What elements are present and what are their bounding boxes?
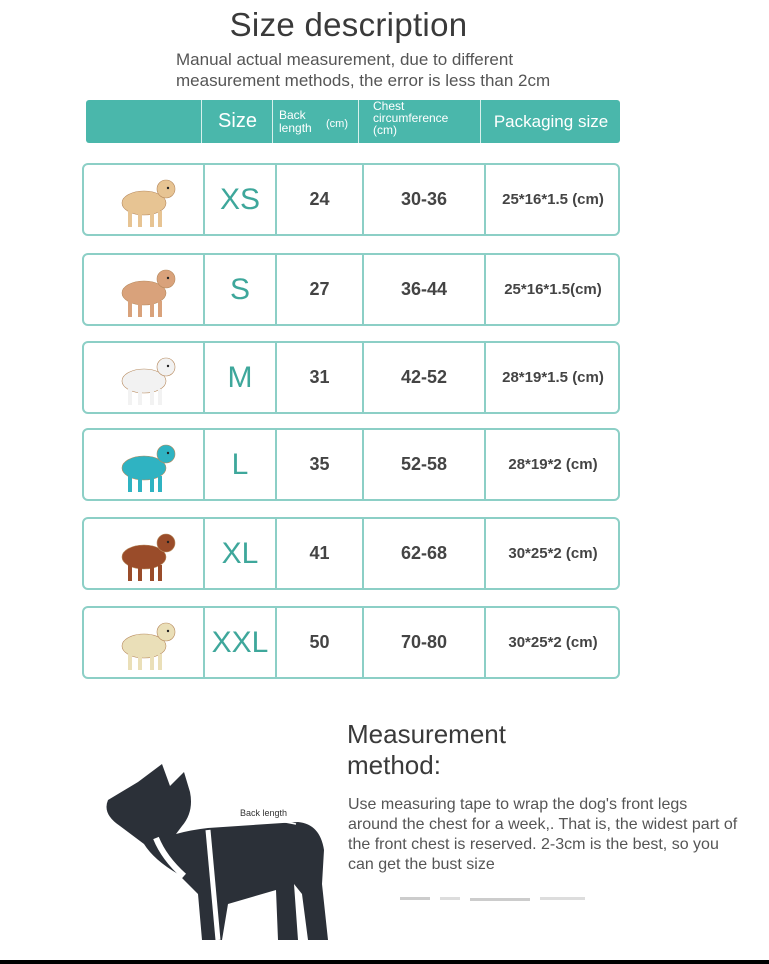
dog-icon xyxy=(104,259,184,321)
chest-cell: 42-52 xyxy=(362,343,484,412)
dog-image-cell xyxy=(84,255,203,324)
header-back-label: Back length xyxy=(279,108,312,135)
chest-cell: 30-36 xyxy=(362,165,484,234)
dog-icon xyxy=(104,169,184,231)
packaging-cell: 28*19*2 (cm) xyxy=(484,430,620,499)
back-length-cell: 35 xyxy=(275,430,362,499)
size-cell: M xyxy=(203,343,275,412)
chest-cell: 70-80 xyxy=(362,608,484,677)
size-cell: S xyxy=(203,255,275,324)
dog-image-cell xyxy=(84,519,203,588)
size-cell: XXL xyxy=(203,608,275,677)
packaging-cell: 25*16*1.5 (cm) xyxy=(484,165,620,234)
header-chest-label: Chest circumference (cm) xyxy=(373,99,449,137)
packaging-cell: 25*16*1.5(cm) xyxy=(484,255,620,324)
table-row xyxy=(82,606,620,679)
chest-cell: 52-58 xyxy=(362,430,484,499)
measurement-text: Use measuring tape to wrap the dog's front legs around the chest for a week,. That is, the widest part of the front chest is reserved. 2-3cm is the best, so you can get the bust size xyxy=(348,796,738,873)
dog-image-cell xyxy=(84,165,203,234)
dog-image-cell xyxy=(84,430,203,499)
subtitle: Manual actual measurement, due to different measurement methods, the error is less than 2cm xyxy=(176,50,551,90)
dog-icon xyxy=(104,612,184,674)
dog-image-cell xyxy=(84,608,203,677)
page-title: Size description xyxy=(229,6,468,43)
faded-decoration xyxy=(400,893,600,905)
measurement-title: Measurement method: xyxy=(347,719,506,780)
header-back-unit: (cm) xyxy=(326,118,348,130)
bottom-border xyxy=(0,960,769,964)
header-size: Size xyxy=(201,100,273,143)
back-length-cell: 50 xyxy=(275,608,362,677)
table-row xyxy=(82,517,620,590)
size-cell: L xyxy=(203,430,275,499)
back-length-cell: 31 xyxy=(275,343,362,412)
dog-image-cell xyxy=(84,343,203,412)
table-row xyxy=(82,428,620,501)
size-cell: XS xyxy=(203,165,275,234)
dog-measurement-diagram xyxy=(98,764,333,940)
table-row xyxy=(82,341,620,414)
packaging-cell: 30*25*2 (cm) xyxy=(484,519,620,588)
back-length-cell: 27 xyxy=(275,255,362,324)
back-length-cell: 41 xyxy=(275,519,362,588)
size-cell: XL xyxy=(203,519,275,588)
chest-cell: 62-68 xyxy=(362,519,484,588)
header-chest xyxy=(358,100,481,143)
packaging-cell: 28*19*1.5 (cm) xyxy=(484,343,620,412)
table-header xyxy=(86,100,620,143)
header-back-length xyxy=(272,100,359,143)
table-row xyxy=(82,163,620,236)
back-length-label: Back length xyxy=(240,808,288,818)
back-length-cell: 24 xyxy=(275,165,362,234)
chest-cell: 36-44 xyxy=(362,255,484,324)
dog-icon xyxy=(104,347,184,409)
table-row xyxy=(82,253,620,326)
dog-icon xyxy=(104,523,184,585)
packaging-cell: 30*25*2 (cm) xyxy=(484,608,620,677)
dog-icon xyxy=(104,434,184,496)
header-packaging: Packaging size xyxy=(480,100,621,143)
